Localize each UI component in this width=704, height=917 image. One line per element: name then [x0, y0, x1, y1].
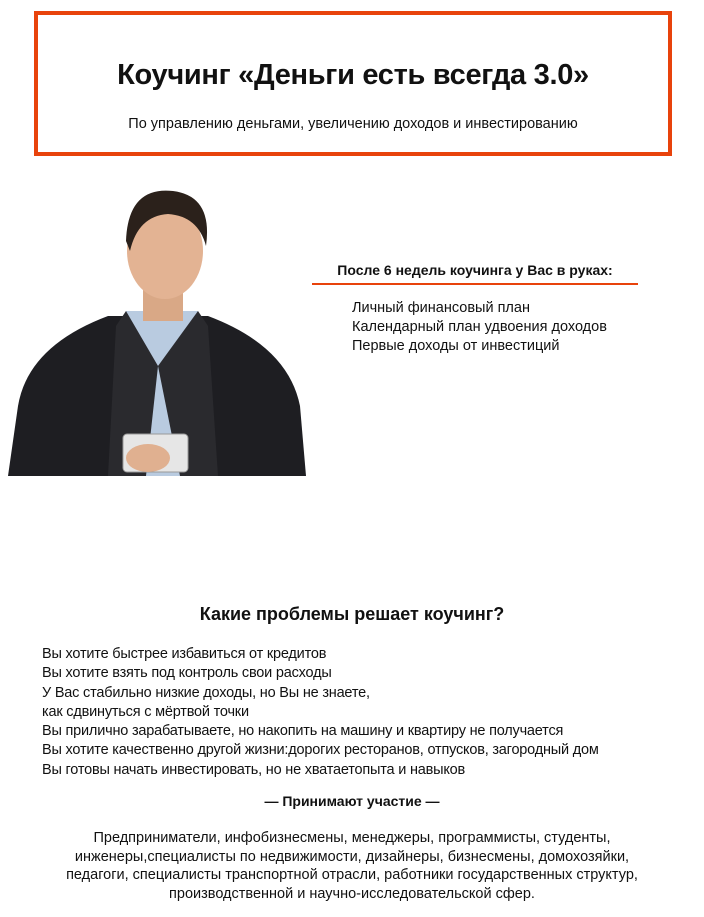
- list-item: Вы хотите взять под контроль свои расходы: [42, 665, 332, 682]
- list-item: Вы хотите быстрее избавиться от кредитов: [42, 646, 327, 662]
- list-item: Вы готовы начать инвестировать, но не хватаетопыта и навыков: [42, 761, 466, 778]
- results-list: [352, 299, 607, 356]
- list-item: Вы хотите качественно другой жизни:дорогих ресторанов, отпусков, загородный дом: [42, 742, 599, 759]
- problems-list: [42, 645, 599, 780]
- problems-title: Какие проблемы решает коучинг?: [199, 604, 505, 624]
- list-item: Личный финансовый план: [352, 300, 530, 316]
- text-line: педагоги, специалисты транспортной отрасли, работники государственных структур,: [66, 867, 638, 883]
- text-line: инженеры,специалисты по недвижимости, дизайнеры, бизнесмены, домохозяйки,: [74, 848, 630, 865]
- participants-text: [0, 829, 704, 903]
- page-subtitle: По управлению деньгами, увеличению доходов и инвестированию: [128, 116, 578, 132]
- list-item: Календарный план удвоения доходов: [352, 319, 607, 335]
- text-line: производственной и научно-исследовательской сфер.: [169, 885, 535, 902]
- text-line: Предприниматели, инфобизнесмены, менеджеры, программисты, студенты,: [93, 830, 611, 846]
- list-item: У Вас стабильно низкие доходы, но Вы не знаете,: [42, 684, 370, 701]
- results-title: После 6 недель коучинга у Вас в руках:: [312, 262, 638, 285]
- list-item: Вы прилично зарабатываете, но накопить на машину и квартиру не получается: [42, 723, 564, 740]
- list-item: Первые доходы от инвестиций: [352, 338, 560, 354]
- businessman-photo: [8, 176, 308, 476]
- list-item: как сдвинуться с мёртвой точки: [42, 703, 249, 720]
- participants-title: — Принимают участие —: [264, 793, 440, 809]
- hero-box: [34, 11, 672, 156]
- page-title: Коучинг «Деньги есть всегда 3.0»: [117, 59, 589, 91]
